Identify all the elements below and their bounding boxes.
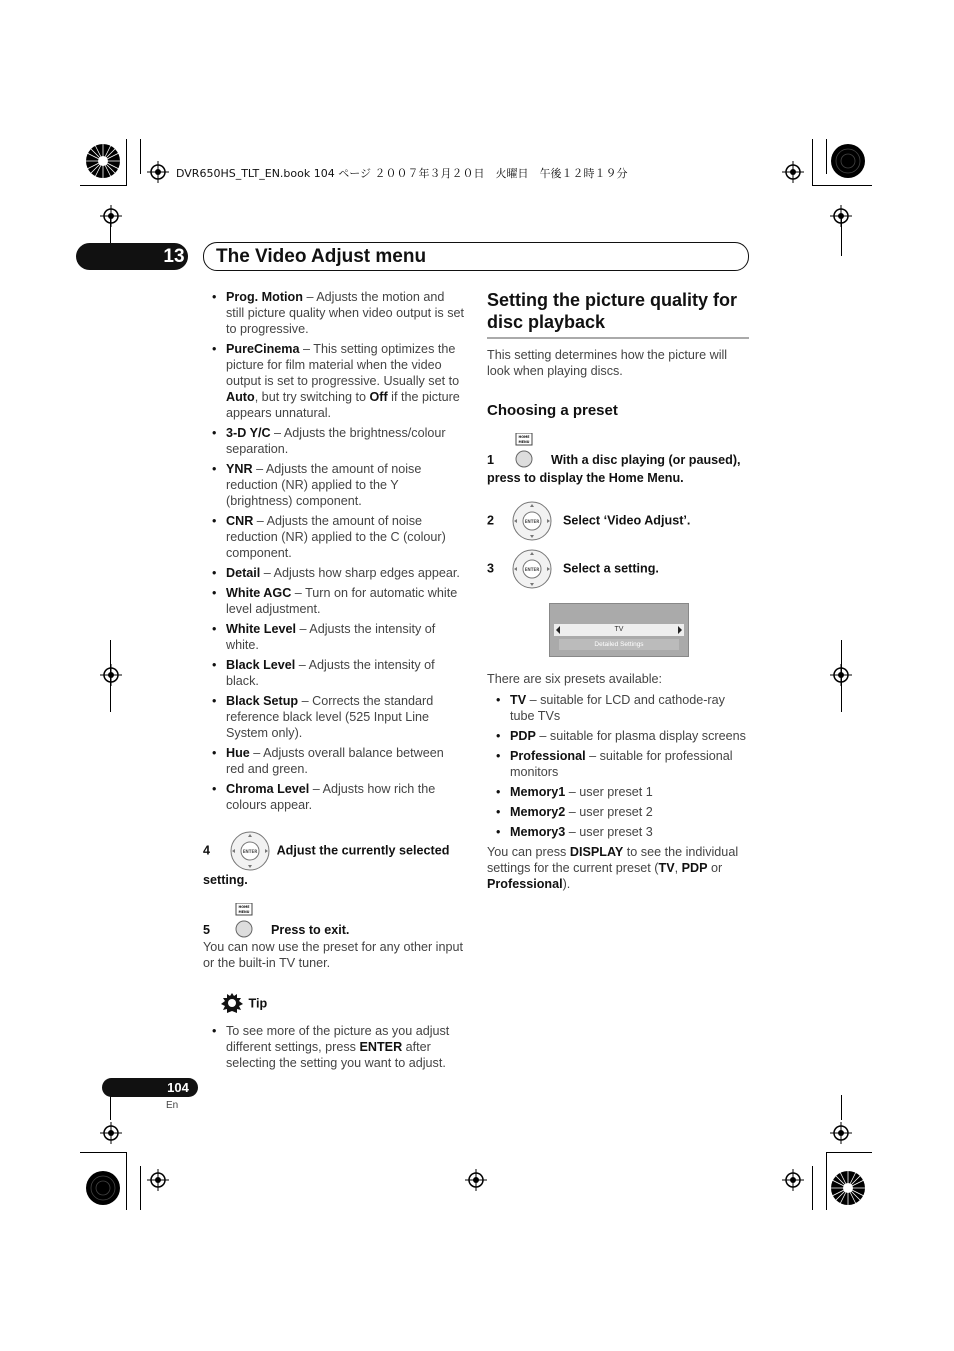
svg-text:MENU: MENU bbox=[238, 910, 250, 914]
svg-text:ENTER: ENTER bbox=[242, 849, 257, 854]
arrow-right-icon bbox=[678, 626, 682, 634]
starburst-mark-icon bbox=[830, 143, 866, 179]
tip-heading: Tip bbox=[203, 991, 465, 1017]
arrow-left-icon bbox=[556, 626, 560, 634]
svg-text:MENU: MENU bbox=[518, 440, 530, 444]
list-item: • Prog. Motion – Adjusts the motion and still picture quality when video output is set to progressive. bbox=[203, 289, 465, 337]
registration-mark-icon bbox=[830, 205, 852, 227]
list-item: • TV – suitable for LCD and cathode-ray tube TVs bbox=[487, 692, 749, 724]
preset-selector: TV bbox=[554, 624, 684, 636]
home-menu-button-icon bbox=[510, 433, 538, 469]
page-language: En bbox=[166, 1100, 179, 1111]
list-item: • Hue – Adjusts overall balance between red and green. bbox=[203, 745, 465, 777]
list-item: • CNR – Adjusts the amount of noise reduction (NR) applied to the C (colour) component. bbox=[203, 513, 465, 561]
starburst-mark-icon bbox=[830, 1170, 866, 1206]
presets-intro: There are six presets available: bbox=[487, 672, 662, 686]
section-intro: This setting determines how the picture will look when playing discs. bbox=[487, 348, 728, 378]
registration-mark-icon bbox=[830, 1122, 852, 1144]
list-item: • White AGC – Turn on for automatic white level adjustment. bbox=[203, 585, 465, 617]
list-item: • Memory1 – user preset 1 bbox=[487, 784, 749, 800]
registration-mark-icon bbox=[465, 1169, 487, 1191]
list-item: • Memory3 – user preset 3 bbox=[487, 824, 749, 840]
presets-list bbox=[487, 692, 749, 840]
svg-text:ENTER: ENTER bbox=[524, 519, 539, 524]
list-item: • PDP – suitable for plasma display screens bbox=[487, 728, 749, 744]
step-1: 1 HOME MENU With a disc playing (or paused), press to display the Home Menu. bbox=[487, 435, 741, 485]
print-filename: DVR650HS_TLT_EN.book 104 ページ ２００７年３月２０日 火曜日 午後１２時１９分 bbox=[176, 167, 628, 180]
detailed-settings-bar: Detailed Settings bbox=[559, 639, 679, 650]
joystick-enter-icon bbox=[510, 549, 554, 589]
settings-list bbox=[203, 289, 465, 813]
registration-mark-icon bbox=[782, 161, 804, 183]
list-item: • Professional – suitable for professional monitors bbox=[487, 748, 749, 780]
on-screen-display bbox=[549, 603, 689, 657]
section-title: Setting the picture quality for disc playback bbox=[487, 289, 749, 339]
svg-text:HOME: HOME bbox=[237, 905, 250, 909]
list-item: • YNR – Adjusts the amount of noise reduction (NR) applied to the Y (brightness) component. bbox=[203, 461, 465, 509]
svg-text:ENTER: ENTER bbox=[524, 567, 539, 572]
registration-mark-icon bbox=[147, 1169, 169, 1191]
list-item: • 3-D Y/C – Adjusts the brightness/colour separation. bbox=[203, 425, 465, 457]
list-item: • Black Level – Adjusts the intensity of black. bbox=[203, 657, 465, 689]
step-3: 3 ENTER Select a setting. bbox=[487, 549, 749, 589]
subsection-title: Choosing a preset bbox=[487, 402, 618, 419]
closing-paragraph: You can press DISPLAY to see the individual settings for the current preset (TV, PDP or Professional). bbox=[487, 845, 739, 891]
left-column bbox=[203, 289, 465, 1075]
joystick-enter-icon bbox=[228, 831, 272, 871]
step-5-body: You can now use the preset for any other input or the built-in TV tuner. bbox=[203, 940, 463, 970]
registration-mark-icon bbox=[100, 664, 122, 686]
list-item: • Black Setup – Corrects the standard reference black level (525 Input Line System only). bbox=[203, 693, 465, 741]
starburst-mark-icon bbox=[85, 143, 121, 179]
registration-mark-icon bbox=[100, 205, 122, 227]
starburst-mark-icon bbox=[85, 1170, 121, 1206]
list-item: • Memory2 – user preset 2 bbox=[487, 804, 749, 820]
step-4: 4 ENTER Adjust the currently selected setting. bbox=[203, 831, 465, 889]
home-menu-button-icon bbox=[230, 903, 258, 939]
right-column bbox=[487, 289, 749, 892]
chapter-title: The Video Adjust menu bbox=[216, 246, 427, 267]
step-5: 5 HOME MENU Press to exit. bbox=[203, 905, 350, 937]
step-2: 2 ENTER Select ‘Video Adjust’. bbox=[487, 501, 749, 541]
lightbulb-icon bbox=[219, 991, 245, 1017]
registration-mark-icon bbox=[782, 1169, 804, 1191]
chapter-number: 13 bbox=[163, 246, 185, 267]
list-item: • To see more of the picture as you adjust different settings, press ENTER after selecting the setting you want to adjust. bbox=[203, 1023, 465, 1071]
registration-mark-icon bbox=[147, 161, 169, 183]
page-number: 104 bbox=[167, 1080, 189, 1095]
list-item: • White Level – Adjusts the intensity of white. bbox=[203, 621, 465, 653]
list-item: • Detail – Adjusts how sharp edges appear. bbox=[203, 565, 465, 581]
tip-list bbox=[203, 1023, 465, 1071]
list-item: • PureCinema – This setting optimizes the picture for film material when the video output is set to progressive. Usually set to Auto, but try switching to Off if the picture appears unnatural. bbox=[203, 341, 465, 421]
svg-text:HOME: HOME bbox=[517, 435, 530, 439]
list-item: • Chroma Level – Adjusts how rich the colours appear. bbox=[203, 781, 465, 813]
registration-mark-icon bbox=[100, 1122, 122, 1144]
joystick-enter-icon bbox=[510, 501, 554, 541]
registration-mark-icon bbox=[830, 664, 852, 686]
